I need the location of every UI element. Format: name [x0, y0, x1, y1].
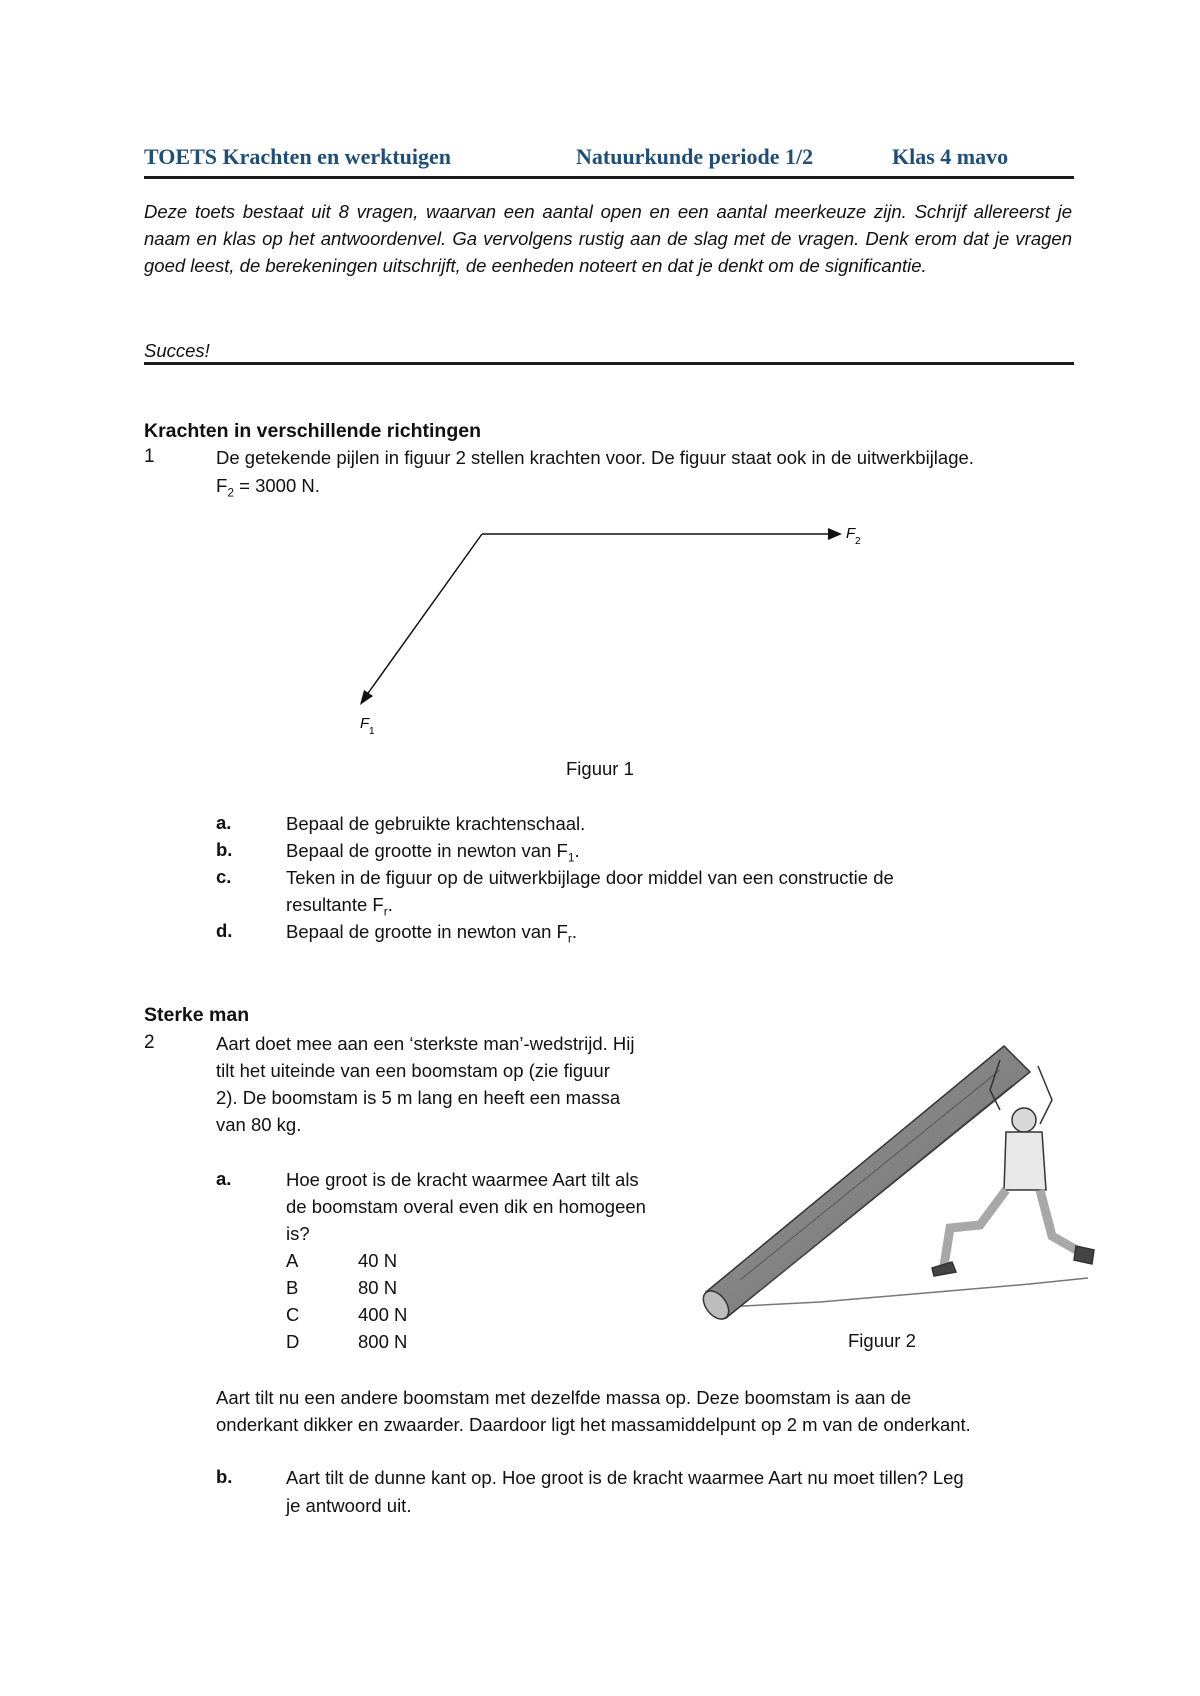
- q1a-text: Bepaal de gebruikte krachtenschaal.: [286, 813, 586, 834]
- option-c-letter: C: [286, 1304, 300, 1325]
- option-a-letter: A: [286, 1250, 299, 1271]
- f1-label: F: [360, 715, 370, 732]
- question-2-number: 2: [144, 1032, 155, 1053]
- f2-arrowhead: [828, 528, 842, 540]
- q1c-label: c.: [216, 866, 232, 887]
- question-1-number: 1: [144, 446, 155, 467]
- q2-intro-line-2: tilt het uiteinde van een boomstam op (zie figuur: [216, 1060, 610, 1081]
- q1d-text: [286, 918, 577, 953]
- q2a-line-1: Hoe groot is de kracht waarmee Aart tilt als: [286, 1169, 639, 1190]
- q1d-end: .: [571, 921, 577, 942]
- q2b-line-1: Aart tilt de dunne kant op. Hoe groot is de kracht waarmee Aart nu moet tillen? Leg: [286, 1467, 964, 1488]
- q2-intro-line-4: van 80 kg.: [216, 1114, 302, 1135]
- force-diagram: [340, 510, 880, 740]
- subject-period: Natuurkunde periode 1/2: [576, 144, 814, 169]
- q2-intro-line-1: Aart doet mee aan een ‘sterkste man’-wedstrijd. Hij: [216, 1033, 635, 1054]
- question-1-given: [216, 472, 320, 507]
- question-1-text: De getekende pijlen in figuur 2 stellen krachten voor. De figuur staat ook in de uitwerkbijlage.: [216, 447, 974, 468]
- q2b-line-2: je antwoord uit.: [286, 1495, 412, 1516]
- figure-2-caption: Figuur 2: [848, 1330, 916, 1351]
- divider: [144, 362, 1074, 365]
- q2b-label: b.: [216, 1466, 233, 1487]
- q1b-end: .: [574, 840, 580, 861]
- succes-text: Succes!: [144, 340, 210, 361]
- option-b-letter: B: [286, 1277, 299, 1298]
- option-c-value: 400 N: [358, 1304, 408, 1325]
- q1a-label: a.: [216, 812, 232, 833]
- q1c-text: Teken in de figuur op de uitwerkbijlage door middel van een constructie de: [286, 867, 894, 888]
- q1b-main: Bepaal de grootte in newton van F: [286, 840, 568, 861]
- q1b-sub: 1: [567, 850, 575, 865]
- q1b-label: b.: [216, 839, 233, 860]
- option-d-value: 800 N: [358, 1331, 408, 1352]
- option-a-value: 40 N: [358, 1250, 398, 1271]
- q2a-label: a.: [216, 1168, 232, 1189]
- q1d-label: d.: [216, 920, 233, 941]
- q2-paragraph-line-1: Aart tilt nu een andere boomstam met dezelfde massa op. Deze boomstam is aan de: [216, 1387, 912, 1408]
- q1c-end: .: [387, 894, 393, 915]
- q1c-sub: r: [383, 904, 388, 919]
- f1-arrowhead: [360, 690, 373, 705]
- f1-arrow-line: [366, 534, 482, 696]
- q1c-line2-main: resultante F: [286, 894, 384, 915]
- given-symbol: F: [216, 475, 228, 496]
- figure-1-caption: Figuur 1: [566, 758, 634, 779]
- f2-label-sub: 2: [855, 536, 861, 547]
- section-1-heading: Krachten in verschillende richtingen: [144, 420, 482, 442]
- page-header: [144, 140, 1074, 179]
- given-value: = 3000 N.: [234, 475, 320, 496]
- log-icon: [700, 1046, 1030, 1320]
- class-label: Klas 4 mavo: [892, 144, 1009, 169]
- option-d-letter: D: [286, 1331, 300, 1352]
- test-title: TOETS Krachten en werktuigen: [144, 144, 452, 169]
- intro-text: Deze toets bestaat uit 8 vragen, waarvan een aantal open en een aantal meerkeuze zijn. Schrijf allereerst je naam en klas op het antwoordenvel. Ga vervolgens rustig aan de slag met de vragen. Denk erom dat je vragen goed leest, de berekeningen uitschrijft, de eenheden noteert en dat je denkt om de significantie.: [144, 201, 1072, 276]
- log-lifting-illustration: [700, 1040, 1100, 1320]
- q2a-line-3: is?: [286, 1223, 310, 1244]
- q1d-main: Bepaal de grootte in newton van F: [286, 921, 568, 942]
- option-b-value: 80 N: [358, 1277, 398, 1298]
- f2-label: F: [846, 525, 856, 542]
- given-subscript: 2: [227, 485, 234, 500]
- q2-intro-line-3: 2). De boomstam is 5 m lang en heeft een massa: [216, 1087, 621, 1108]
- f1-label-sub: 1: [369, 726, 375, 737]
- q2a-line-2: de boomstam overal even dik en homogeen: [286, 1196, 646, 1217]
- q1d-sub: r: [567, 931, 572, 946]
- section-2-heading: Sterke man: [144, 1004, 250, 1026]
- q2-paragraph-line-2: onderkant dikker en zwaarder. Daardoor ligt het massamiddelpunt op 2 m van de onderkant.: [216, 1414, 971, 1435]
